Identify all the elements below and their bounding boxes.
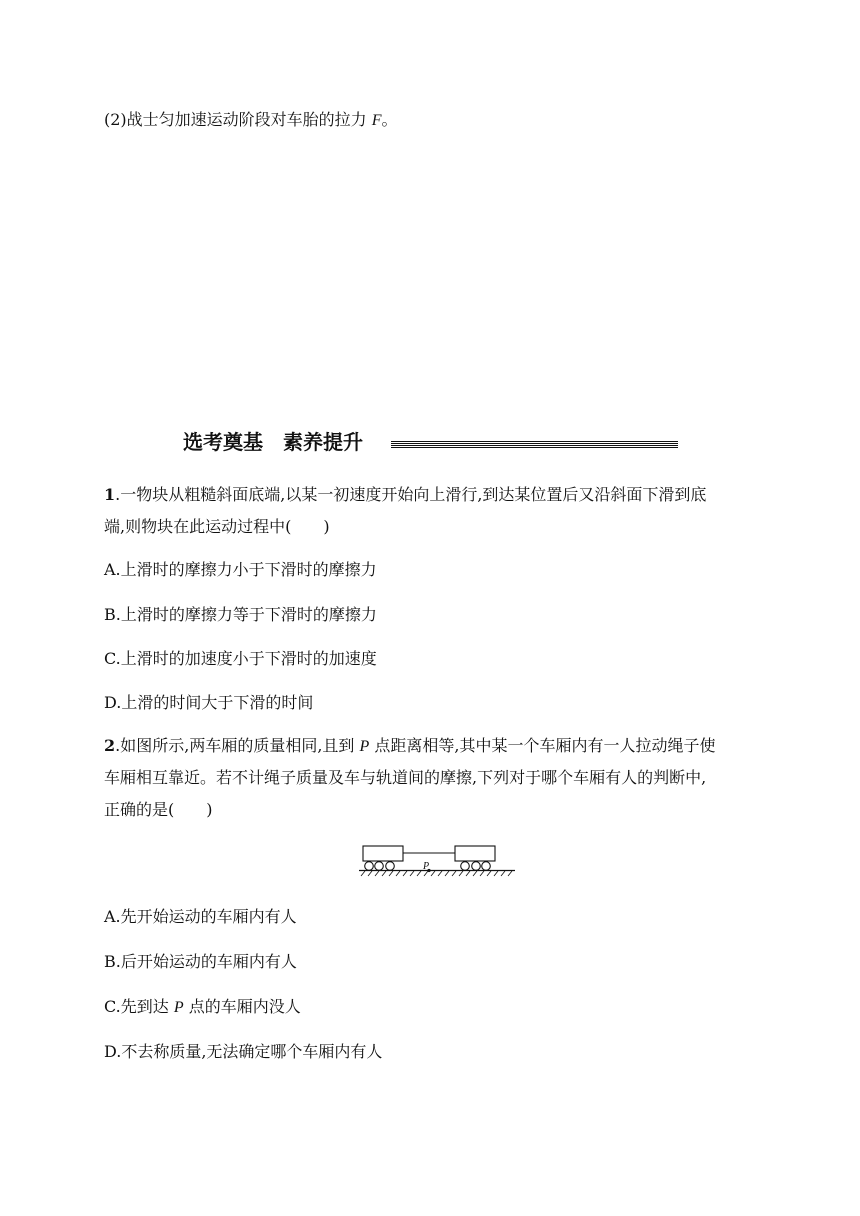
- q2-option-c-p: P: [173, 999, 184, 1016]
- q2-text1a: .如图所示,两车厢的质量相同,且到: [115, 736, 360, 755]
- right-cart: [455, 846, 495, 870]
- section-title-b: 素养提升: [283, 430, 363, 454]
- q1-option-a: A.上滑时的摩擦力小于下滑时的摩擦力: [104, 560, 377, 579]
- force-symbol: F: [371, 112, 382, 129]
- ground-hatching: [361, 871, 512, 876]
- section-title-a: 选考奠基: [183, 430, 263, 454]
- q2-option-a: A.先开始运动的车厢内有人: [104, 907, 297, 926]
- q2-number: 2: [104, 736, 116, 755]
- q1-option-c: C.上滑时的加速度小于下滑时的加速度: [104, 649, 377, 668]
- q2-text1b: 点距离相等,其中某一个车厢内有一人拉动绳子使: [369, 736, 716, 755]
- q2-line2: 车厢相互靠近。若不计绳子质量及车与轨道间的摩擦,下列对于哪个车厢有人的判断中,: [104, 768, 707, 787]
- part2-end: 。: [381, 110, 398, 129]
- title-rule: [391, 441, 678, 448]
- q1-option-d: D.上滑的时间大于下滑的时间: [104, 693, 314, 712]
- q1-text1: .一物块从粗糙斜面底端,以某一初速度开始向上滑行,到达某位置后又沿斜面下滑到底: [115, 485, 707, 504]
- q2-option-c-a: C.先到达: [104, 997, 174, 1016]
- q2-option-d: D.不去称质量,无法确定哪个车厢内有人: [104, 1042, 383, 1061]
- q1-number: 1: [104, 485, 116, 504]
- q2-option-c: [104, 996, 301, 1019]
- two-carts-figure: [359, 842, 515, 878]
- part2-text: (2)战士匀加速运动阶段对车胎的拉力: [104, 110, 372, 129]
- figure-label-p: P: [423, 861, 430, 872]
- q1-option-b: B.上滑时的摩擦力等于下滑时的摩擦力: [104, 605, 377, 624]
- section-title: [183, 428, 363, 456]
- q1-line2: 端,则物块在此运动过程中( ): [104, 517, 330, 536]
- q2-line3: 正确的是( ): [104, 800, 213, 819]
- q2-option-b: B.后开始运动的车厢内有人: [104, 952, 297, 971]
- q1-line1: [104, 484, 706, 506]
- q2-option-c-b: 点的车厢内没人: [183, 997, 301, 1016]
- part2-line: [104, 109, 398, 132]
- q2-line1: [104, 735, 715, 758]
- left-cart: [363, 846, 403, 870]
- q2-point-p: P: [359, 738, 370, 755]
